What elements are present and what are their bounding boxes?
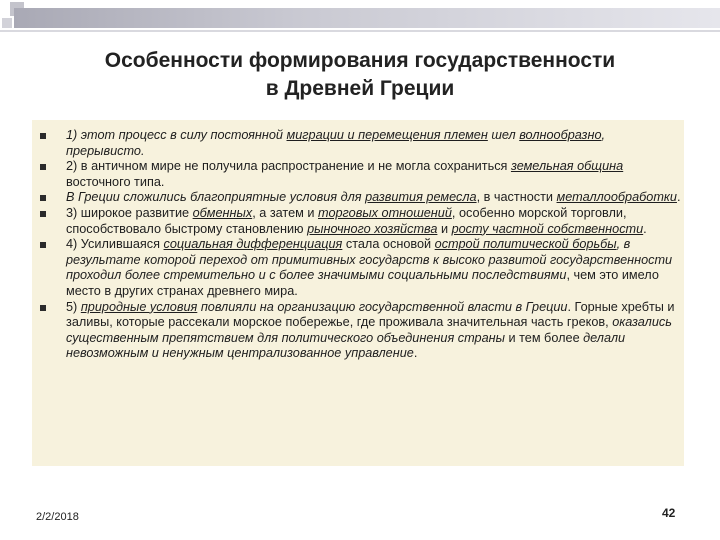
bullet-square-icon xyxy=(40,242,46,248)
bullet-list xyxy=(36,128,684,362)
bullet-text-run: металлообработки xyxy=(556,190,677,205)
bullet-text-run: 3) широкое развитие xyxy=(66,205,193,220)
bullet-text-run: стала основой xyxy=(342,237,435,252)
bullet-item xyxy=(36,190,684,206)
bullet-text-run: острой политической борьбы xyxy=(434,237,617,252)
bullet-text-run: , в результате которой переход от примитивных государств к высоко развитой государственности проходил более стремительно и с более значимыми социальными последствиями xyxy=(66,237,673,283)
bullet-square-icon xyxy=(40,195,46,201)
bullet-text-run: социальная дифференциация xyxy=(163,237,343,252)
bullet-text-run: земельная община xyxy=(510,159,624,174)
bullet-text-run: , особенно морской торговли, способствовало быстрому становлению xyxy=(66,205,627,236)
bullet-text-run: делали невозможным и ненужным централизованное управление xyxy=(66,330,626,361)
bullet-text-run: повлияли на организацию государственной власти в Греции xyxy=(197,299,568,314)
bullet-text-run: росту частной собственности xyxy=(451,221,644,236)
page-number: 42 xyxy=(662,506,676,520)
bullet-text-run: волнообразно xyxy=(519,128,602,142)
bullet-text-run: 4) Усилившаяся xyxy=(66,237,164,252)
bullet-text-run: природные условия xyxy=(80,299,198,314)
bullet-text-run: рыночного хозяйства xyxy=(307,221,438,236)
bullet-text-run: , прерывисто. xyxy=(66,128,606,158)
slide-date: 2/2/2018 xyxy=(36,511,79,523)
bullet-text-run: развития ремесла xyxy=(365,190,477,205)
bullet-text-run: , чем это имело место в других странах древнего мира. xyxy=(66,268,659,298)
bullet-text-run: , а затем и xyxy=(252,205,319,220)
bullet-text-run: . xyxy=(676,190,681,205)
bullet-text-run: и тем более xyxy=(504,330,584,345)
bullet-text-run: 1) этот процесс в силу постоянной xyxy=(66,128,287,142)
bullet-text-run: , в частности xyxy=(476,190,557,205)
bullet-item xyxy=(36,159,684,190)
bullet-item xyxy=(36,237,684,299)
bullet-item xyxy=(36,128,684,159)
bullet-square-icon xyxy=(40,305,46,311)
bullet-text-run: восточного типа. xyxy=(66,174,165,189)
bullet-square-icon xyxy=(40,133,46,139)
bullet-text-run: оказались существенным препятствием для политического объединения страны xyxy=(66,315,672,345)
bullet-text-run: шел xyxy=(487,128,520,142)
header-decoration-bar xyxy=(14,8,720,28)
slide-title: Особенности формирования государственности в Древней Греции xyxy=(104,49,616,100)
bullet-text-run: торговых отношений xyxy=(318,205,452,220)
bullet-text-run: В Греции сложились благоприятные условия для xyxy=(66,190,366,205)
bullet-text-run: миграции и перемещения племен xyxy=(286,128,488,142)
bullet-text-run: . xyxy=(643,221,647,236)
bullet-text-run: . Горные хребты и заливы, которые рассекали морское побережье, где проживала значительная часть греков, xyxy=(66,299,675,330)
bullet-text-run: и xyxy=(437,221,452,236)
bullet-item xyxy=(36,300,684,362)
bullet-square-icon xyxy=(40,164,46,170)
bullet-text-run: обменных xyxy=(192,205,253,220)
bullet-item xyxy=(36,206,684,237)
bullet-square-icon xyxy=(40,211,46,217)
bullet-text-run: 2) в античном мире не получила распространение и не могла сохраниться xyxy=(66,159,511,174)
bullet-text-run: . xyxy=(413,346,418,361)
header-divider xyxy=(0,30,720,32)
bullet-text-run: 5) xyxy=(66,299,81,314)
